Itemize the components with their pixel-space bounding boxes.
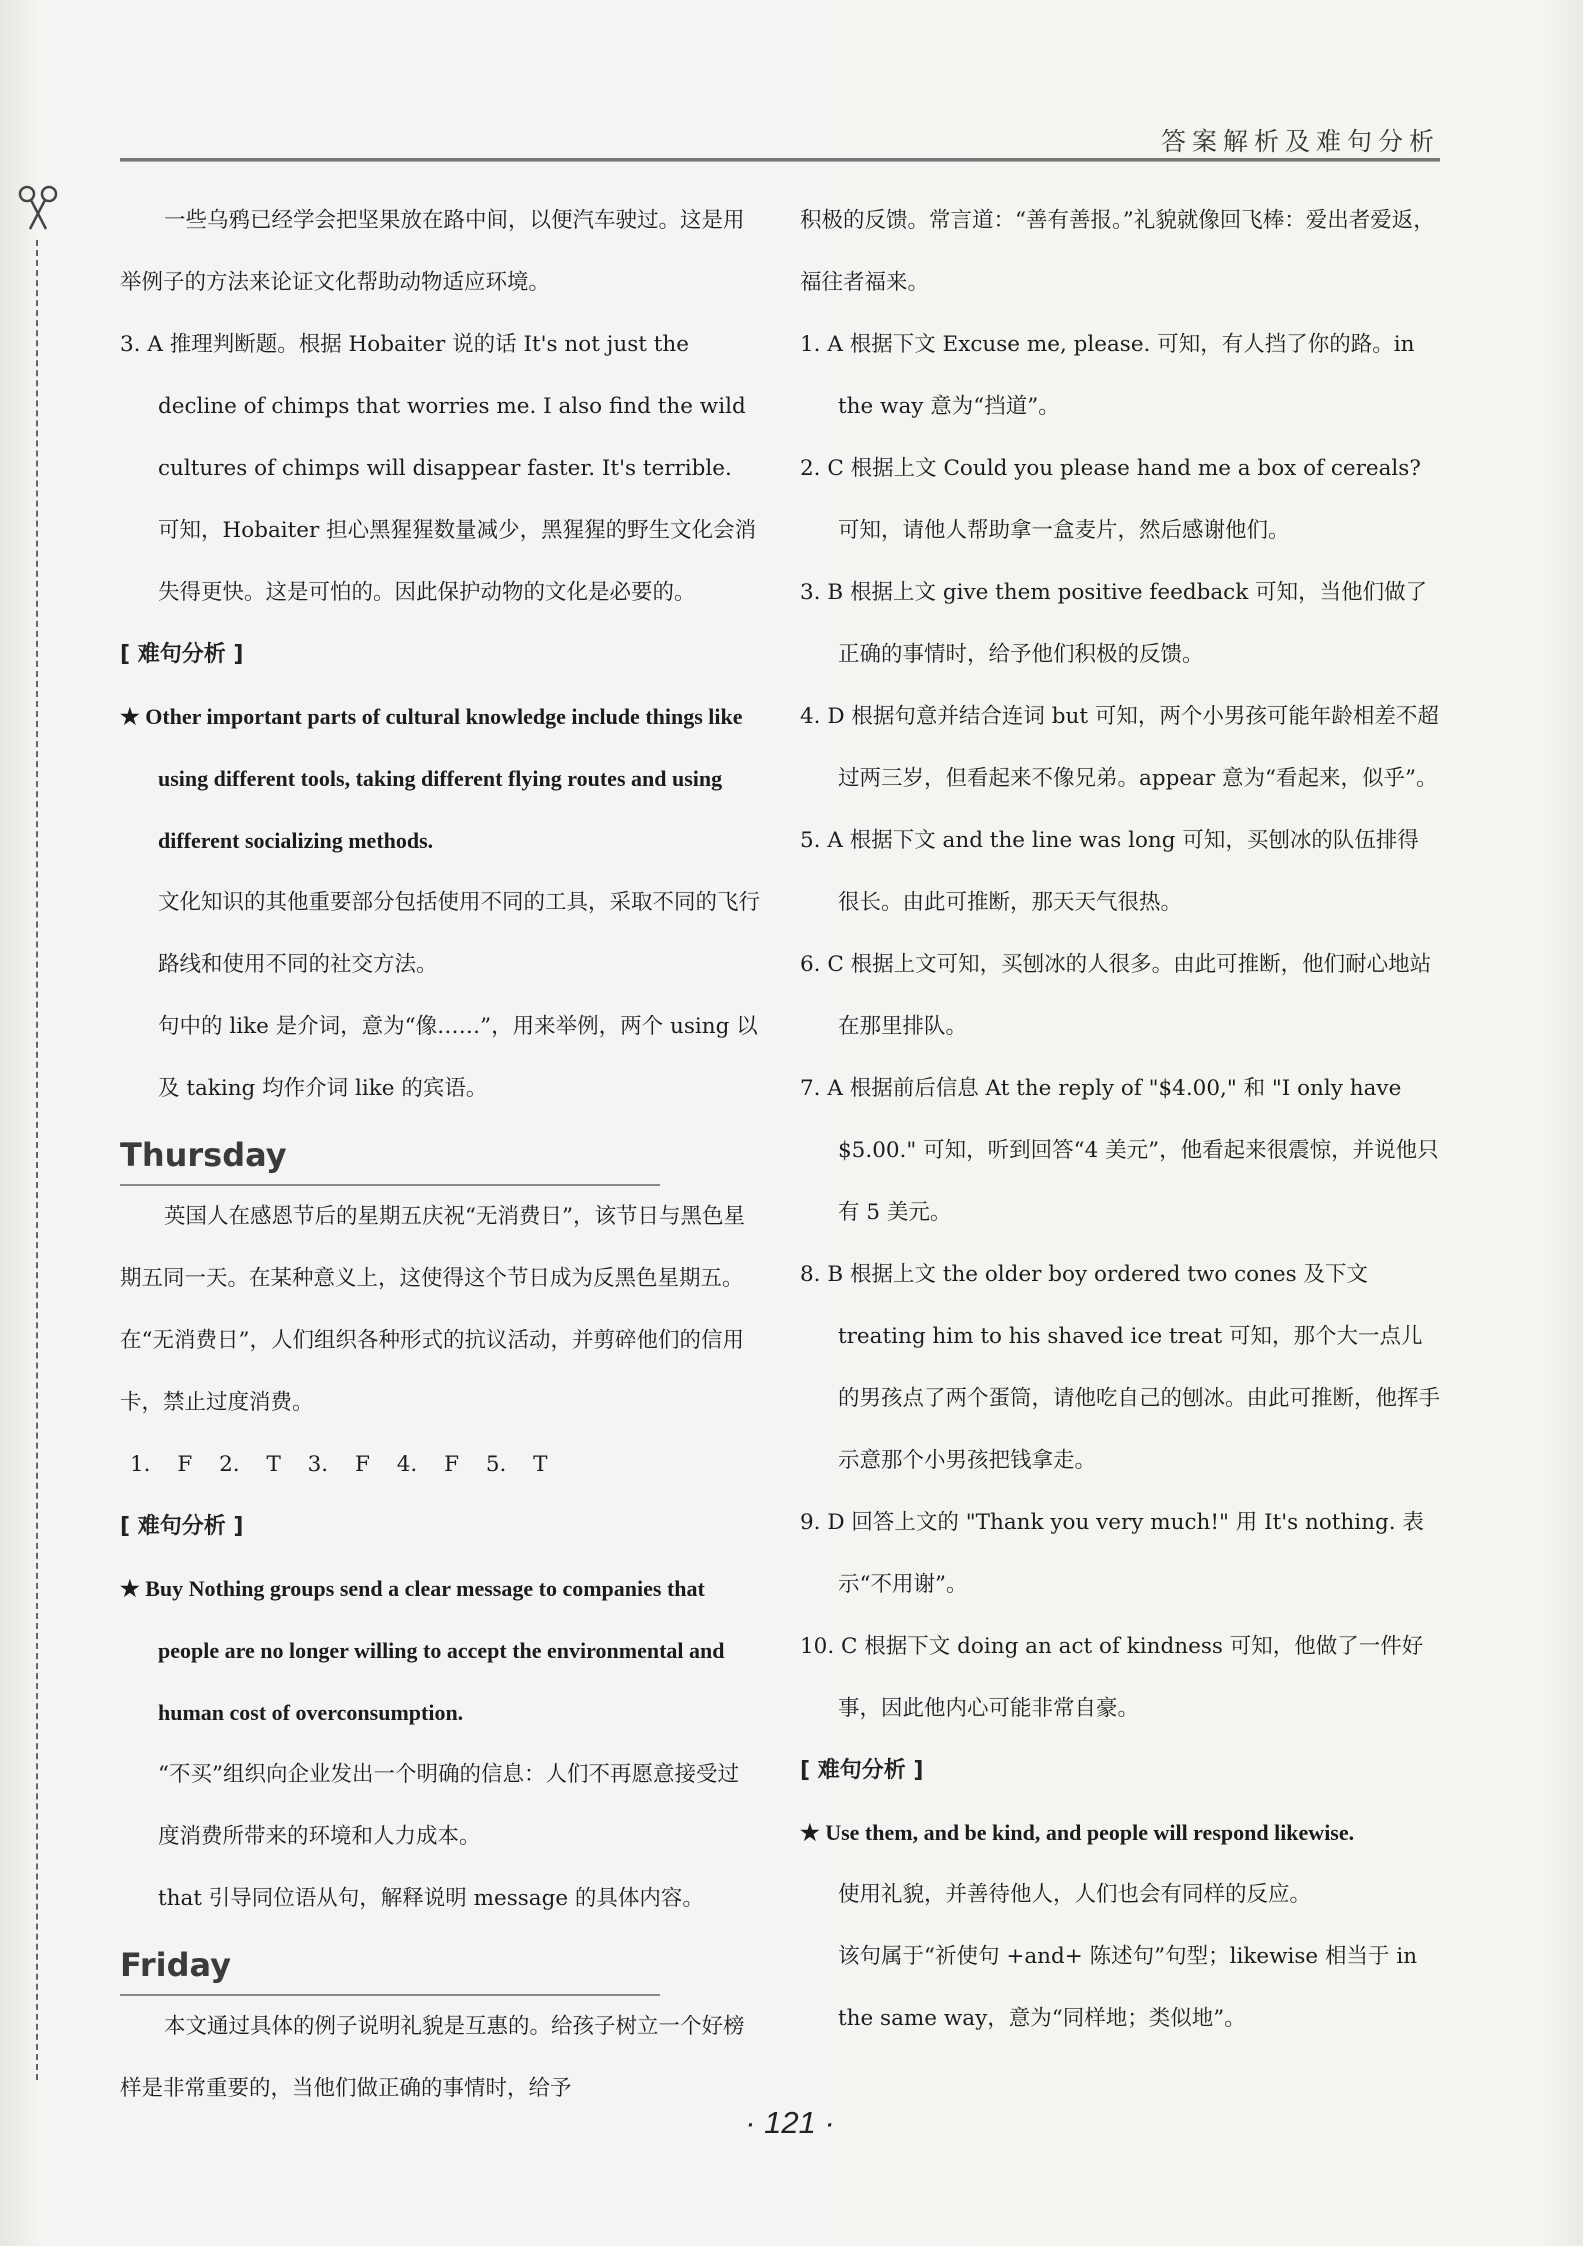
key-sentence: ★ Other important parts of cultural knowledge include things like using different tools, taking different flying routes and using different socializing methods. — [120, 704, 743, 853]
day-heading-thursday: Thursday — [120, 1130, 660, 1186]
answer-9: 9. D 回答上文的 "Thank you very much!" 用 It's nothing. 表示“不用谢”。 — [800, 1510, 1424, 1597]
paragraph: 一些乌鸦已经学会把坚果放在路中间，以便汽车驶过。这是用举例子的方法来论证文化帮助动物适应环境。 — [120, 208, 745, 295]
day-heading-friday: Friday — [120, 1940, 660, 1996]
answer-10: 10. C 根据下文 doing an act of kindness 可知，他做了一件好事，因此他内心可能非常自豪。 — [800, 1634, 1424, 1721]
passage-intro: 英国人在感恩节后的星期五庆祝“无消费日”，该节日与黑色星期五同一天。在某种意义上，这使得这个节日成为反黑色星期五。在“无消费日”，人们组织各种形式的抗议活动，并剪碎他们的信用卡，禁止过度消费。 — [120, 1204, 745, 1415]
answer-4: 4. D 根据句意并结合连词 but 可知，两个小男孩可能年龄相差不超过两三岁，但看起来不像兄弟。appear 意为“看起来，似乎”。 — [800, 704, 1439, 791]
running-header — [120, 118, 1440, 158]
answer-3: 3. A 推理判断题。根据 Hobaiter 说的话 It's not just the decline of chimps that worries me. I also find the wild cultures of chimps will disappear faster. It's terrible. 可知，Hobaiter 担心黑猩猩数量减少，黑猩猩的野生文化会消失得更快。这是可怕的。因此保护动物的文化是必要的。 — [120, 332, 757, 605]
key-sentence: ★ Use them, and be kind, and people will respond likewise. — [800, 1820, 1355, 1845]
section-label: [ 难句分析 ] — [800, 1758, 924, 1783]
scissors-icon — [18, 185, 58, 231]
paragraph: 积极的反馈。常言道：“善有善报。”礼貌就像回飞棒：爱出者爱返，福往者福来。 — [800, 208, 1435, 295]
translation: “不买”组织向企业发出一个明确的信息：人们不再愿意接受过度消费所带来的环境和人力成本。 — [158, 1762, 739, 1849]
answer-key: 1. F 2. T 3. F 4. F 5. T — [130, 1452, 548, 1477]
left-column — [120, 190, 760, 2120]
answer-7: 7. A 根据前后信息 At the reply of "$4.00," 和 "I only have $5.00." 可知，听到回答“4 美元”，他看起来很震惊，并说他只有 5 美元。 — [800, 1076, 1439, 1225]
passage-intro: 本文通过具体的例子说明礼貌是互惠的。给孩子树立一个好榜样是非常重要的，当他们做正确的事情时，给予 — [120, 2014, 745, 2101]
answer-1: 1. A 根据下文 Excuse me, please. 可知，有人挡了你的路。in the way 意为“挡道”。 — [800, 332, 1415, 419]
header-rule — [120, 158, 1440, 162]
grammar-note: 句中的 like 是介词，意为“像……”，用来举例，两个 using 以及 taking 均作介词 like 的宾语。 — [158, 1014, 758, 1101]
right-column — [800, 190, 1440, 2050]
translation: 文化知识的其他重要部分包括使用不同的工具，采取不同的飞行路线和使用不同的社交方法。 — [158, 890, 761, 977]
key-sentence: ★ Buy Nothing groups send a clear message to companies that people are no longer willing to accept the environmental and human cost of overconsumption. — [120, 1576, 725, 1725]
answer-6: 6. C 根据上文可知，买刨冰的人很多。由此可推断，他们耐心地站在那里排队。 — [800, 952, 1432, 1039]
answer-5: 5. A 根据下文 and the line was long 可知，买刨冰的队伍排得很长。由此可推断，那天天气很热。 — [800, 828, 1419, 915]
grammar-note: 该句属于“祈使句 +and+ 陈述句”句型；likewise 相当于 in the same way，意为“同样地；类似地”。 — [838, 1944, 1418, 2031]
grammar-note: that 引导同位语从句，解释说明 message 的具体内容。 — [158, 1886, 704, 1911]
section-label: [ 难句分析 ] — [120, 1514, 244, 1539]
cut-line — [36, 240, 38, 2080]
header-title: 答案解析及难句分析 — [1160, 127, 1440, 156]
answer-8: 8. B 根据上文 the older boy ordered two cones 及下文 treating him to his shaved ice treat 可知，那个大一点儿的男孩点了两个蛋筒，请他吃自己的刨冰。由此可推断，他挥手示意那个小男孩把钱拿走。 — [800, 1262, 1441, 1473]
answer-3: 3. B 根据上文 give them positive feedback 可知，当他们做了正确的事情时，给予他们积极的反馈。 — [800, 580, 1428, 667]
page-number: · 121 · — [745, 2105, 835, 2140]
section-label: [ 难句分析 ] — [120, 642, 244, 667]
translation: 使用礼貌，并善待他人，人们也会有同样的反应。 — [838, 1882, 1312, 1907]
answer-2: 2. C 根据上文 Could you please hand me a box of cereals? 可知，请他人帮助拿一盒麦片，然后感谢他们。 — [800, 456, 1421, 543]
